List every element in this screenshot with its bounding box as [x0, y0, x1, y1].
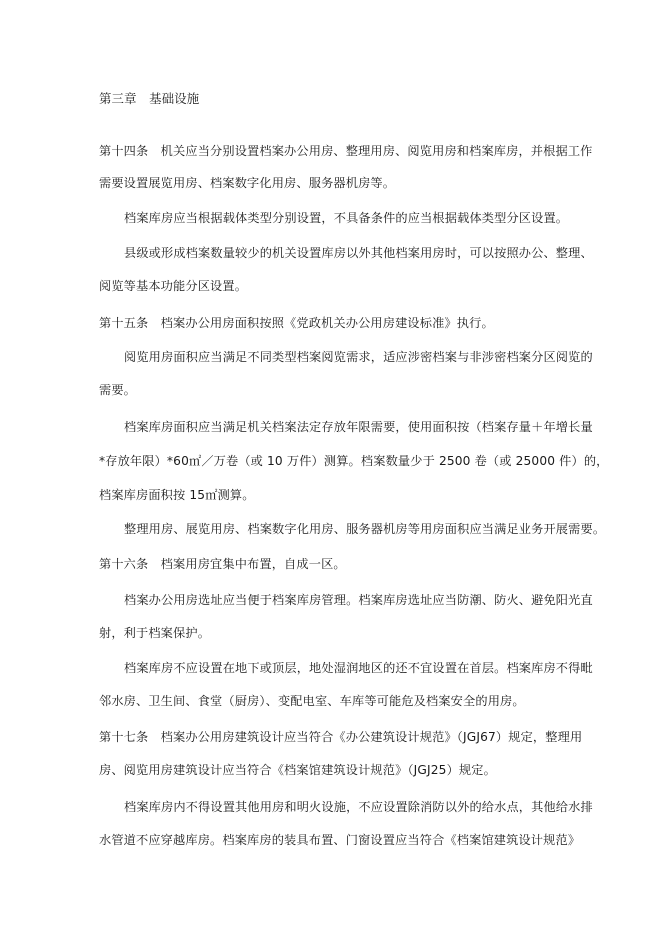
paragraph-line: *存放年限）*60㎡／万卷（或 10 万件）测算。档案数量少于 2500 卷（或 25000 件）的，	[99, 454, 609, 468]
paragraph-line: 邻水房、卫生间、食堂（厨房）、变配电室、车库等可能危及档案安全的用房。	[99, 694, 525, 708]
paragraph-line: 档案库房面积按 15㎡测算。	[99, 488, 255, 502]
paragraph-line: 阅览等基本功能分区设置。	[99, 279, 248, 293]
paragraph-line: 档案库房面积应当满足机关档案法定存放年限需要，使用面积按（档案存量＋年增长量	[124, 420, 593, 434]
article-16-line: 第十六条 档案用房宜集中布置，自成一区。	[99, 557, 346, 571]
paragraph-line: 档案办公用房选址应当便于档案库房管理。档案库房选址应当防潮、防火、避免阳光直	[124, 593, 593, 607]
paragraph-line: 水管道不应穿越库房。档案库房的装具布置、门窗设置应当符合《档案馆建筑设计规范》	[99, 833, 581, 847]
paragraph-line: 射，利于档案保护。	[99, 626, 211, 640]
paragraph-line: 档案库房内不得设置其他用房和明火设施，不应设置除消防以外的给水点，其他给水排	[124, 800, 593, 814]
article-14-line-2: 需要设置展览用房、档案数字化用房、服务器机房等。	[99, 176, 396, 190]
article-14-line-1: 第十四条 机关应当分别设置档案办公用房、整理用房、阅览用房和档案库房，并根据工作	[99, 144, 593, 158]
article-15-line: 第十五条 档案办公用房面积按照《党政机关办公用房建设标准》执行。	[99, 316, 494, 330]
paragraph-line: 县级或形成档案数量较少的机关设置库房以外其他档案用房时，可以按照办公、整理、	[124, 246, 593, 260]
paragraph-line: 档案库房不应设置在地下或顶层，地处湿润地区的还不宜设置在首层。档案库房不得毗	[124, 661, 593, 675]
paragraph-line: 需要。	[99, 383, 137, 397]
paragraph-line: 阅览用房面积应当满足不同类型档案阅览需求，适应涉密档案与非涉密档案分区阅览的	[124, 350, 593, 364]
paragraph-line: 档案库房应当根据载体类型分别设置，不具备条件的应当根据载体类型分区设置。	[124, 211, 569, 225]
article-17-line-2: 房、阅览用房建筑设计应当符合《档案馆建筑设计规范》（JGJ25）规定。	[99, 763, 496, 777]
chapter-title: 第三章 基础设施	[99, 91, 200, 106]
article-17-line-1: 第十七条 档案办公用房建筑设计应当符合《办公建筑设计规范》（JGJ67）规定，整理用	[99, 730, 583, 744]
paragraph-line: 整理用房、展览用房、档案数字化用房、服务器机房等用房面积应当满足业务开展需要。	[124, 522, 606, 536]
